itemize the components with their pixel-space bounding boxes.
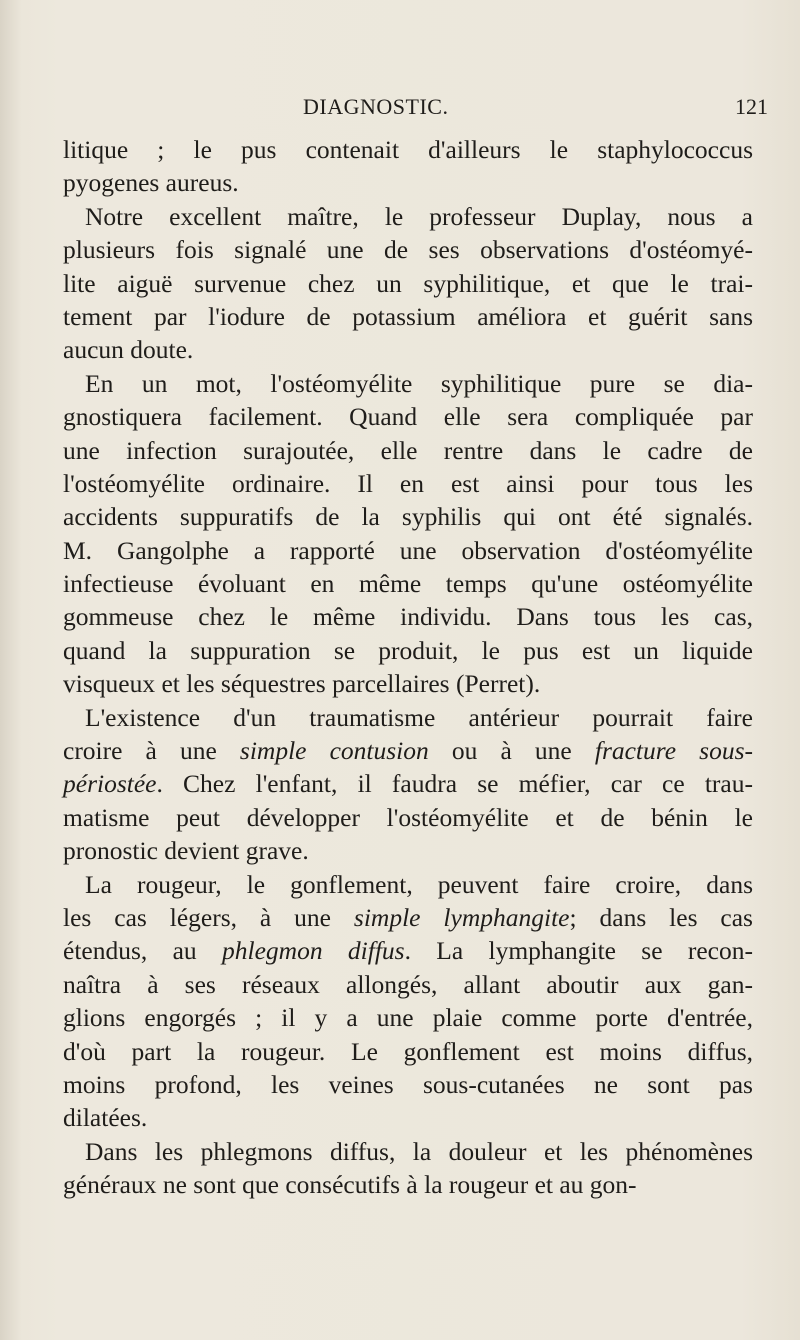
running-title: DIAGNOSTIC. [303,94,449,119]
text-line [63,634,753,667]
text-segment: visqueux et les séquestres parcellaires (Perret). [63,669,541,699]
text-line [63,1001,753,1034]
text-segment: L'existence d'un traumatisme antérieur pourrait faire [85,702,753,732]
page-header [0,94,800,134]
text-segment: croire à une [63,736,240,766]
text-segment: ; dans les cas [569,902,753,932]
text-line [63,200,753,233]
text-segment: étendus, au [63,936,222,966]
text-segment: . Chez l'enfant, il faudra se méfier, car ce trau- [156,769,753,799]
text-segment: litique ; le pus contenait d'ailleurs le staphylococcus [63,135,753,164]
italic-text-segment: simple contusion [239,736,429,766]
text-segment: d'où part la rougeur. Le gonflement est moins diffus, [63,1036,753,1066]
text-line [63,500,753,533]
text-segment: naîtra à ses réseaux allongés, allant aboutir aux gan- [63,969,753,999]
text-segment: quand la suppuration se produit, le pus est un liquide [63,635,753,665]
text-segment: aucun doute. [63,335,194,365]
text-segment: La rougeur, le gonflement, peuvent faire croire, dans [85,869,753,899]
text-line [63,434,753,467]
text-line [63,868,753,901]
text-line [63,1068,753,1101]
text-line [63,734,753,767]
text-line [63,467,753,500]
text-line [63,267,753,300]
text-line [63,1035,753,1068]
text-segment: gnostiquera facilement. Quand elle sera compliquée par [63,402,753,432]
page-number: 121 [735,94,768,119]
text-segment: pronostic devient grave. [63,836,309,866]
text-segment: lite aiguë survenue chez un syphilitique, et que le trai- [63,268,753,298]
text-line [63,901,753,934]
text-line [63,233,753,266]
text-line [63,701,753,734]
text-segment: infectieuse évoluant en même temps qu'une ostéomyélite [63,569,753,599]
text-line [63,333,753,366]
text-line [63,834,753,867]
text-line [63,567,753,600]
text-line [63,1168,753,1201]
text-line [63,667,753,700]
text-line [63,1135,753,1168]
text-segment: dilatées. [63,1103,148,1133]
text-segment: accidents suppuratifs de la syphilis qui ont été signalés. [63,502,753,532]
text-segment: matisme peut développer l'ostéomyélite et de bénin le [63,802,753,832]
italic-text-segment: phlegmon diffus [222,936,405,966]
text-segment: glions engorgés ; il y a une plaie comme porte d'entrée, [63,1003,753,1033]
text-line [63,400,753,433]
text-line [63,934,753,967]
text-segment: une infection surajoutée, elle rentre dans le cadre de [63,435,753,465]
text-segment: Notre excellent maître, le professeur Duplay, nous a [85,201,753,231]
text-line [63,600,753,633]
text-line [63,1101,753,1134]
text-line [63,534,753,567]
text-segment: généraux ne sont que consécutifs à la rougeur et au gon- [63,1170,637,1200]
text-line [63,767,753,800]
text-segment: gommeuse chez le même individu. Dans tous les cas, [63,602,753,632]
text-segment: En un mot, l'ostéomyélite syphilitique pure se dia- [85,368,753,398]
text-segment: Dans les phlegmons diffus, la douleur et les phénomènes [85,1136,753,1166]
italic-text-segment: simple lymphangite [353,902,570,932]
text-line [63,801,753,834]
text-segment: . La lymphangite se recon- [404,936,753,966]
text-segment: les cas légers, à une [63,902,354,932]
text-line [63,367,753,400]
text-segment: M. Gangolphe a rapporté une observation d'ostéomyélite [63,535,753,565]
text-segment: moins profond, les veines sous-cutanées ne sont pas [63,1069,753,1099]
text-line [63,300,753,333]
italic-text-segment: fracture sous- [594,736,754,766]
text-segment: plusieurs fois signalé une de ses observations d'ostéomyé- [63,235,753,265]
body-text [63,133,753,1202]
text-segment: pyogenes aureus. [63,168,239,198]
italic-text-segment: périostée [63,769,157,799]
text-line [63,968,753,1001]
text-segment: ou à une [428,736,595,766]
text-segment: tement par l'iodure de potassium améliora et guérit sans [63,301,753,331]
text-line [63,166,753,199]
text-line [63,133,753,166]
text-segment: l'ostéomyélite ordinaire. Il en est ainsi pour tous les [63,468,753,498]
